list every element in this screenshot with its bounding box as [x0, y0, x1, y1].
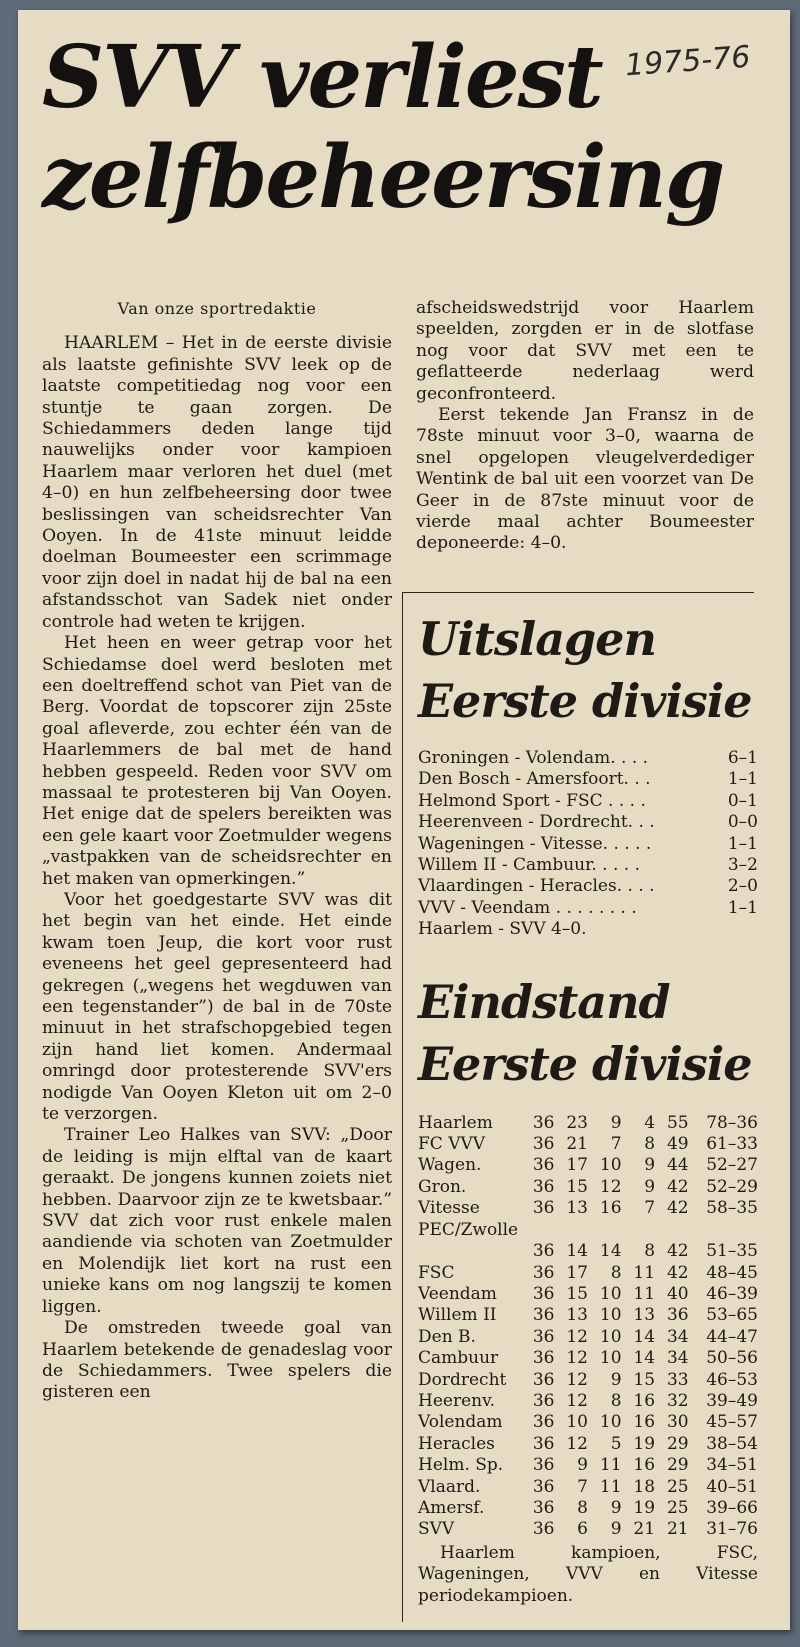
standings-cell-team: SVV	[418, 1519, 455, 1540]
standings-cell-d: 11	[599, 1476, 622, 1497]
list-item	[418, 898, 758, 919]
standings-cell-w: 12	[566, 1390, 588, 1411]
standings-cell-l: 21	[633, 1519, 656, 1540]
list-item	[418, 834, 758, 855]
standings-cell-goals: 52–29	[706, 1176, 758, 1197]
standings-cell-d: 10	[599, 1348, 622, 1369]
standings-cell-w: 13	[566, 1305, 588, 1326]
standings-cell-goals: 58–35	[706, 1198, 758, 1219]
standings-cell-pts: 32	[666, 1390, 689, 1411]
standings-cell-goals: 38–54	[706, 1433, 758, 1454]
standings-cell-team: PEC/Zwolle	[418, 1219, 519, 1240]
list-item	[418, 855, 758, 876]
standings-cell-d: 8	[610, 1262, 622, 1283]
list-item	[418, 748, 758, 769]
table-row	[418, 1113, 758, 1134]
standings-cell-pts: 42	[666, 1176, 689, 1197]
standings-cell-d: 10	[599, 1283, 622, 1304]
article-paragraph: Het heen en weer getrap voor het Schiedamse doel werd besloten met een doeltreffend schot van Piet van de Berg. Voordat de topscorer zijn 25ste goal afleverde, zou echter één van de Haarlemmers de bal met de hand hebben gespeeld. Reden voor SVV om massaal te protesteren bij Van Ooyen. Het enige dat de spelers bereikten was een gele kaart voor Zoetmulder wegens „vastpakken van de scheidsrechter en het maken van opmerkingen.”	[42, 633, 392, 889]
match-score: 1–1	[727, 769, 758, 790]
standings-cell-team: Gron.	[418, 1176, 467, 1197]
standings-cell-l: 14	[633, 1348, 656, 1369]
standings-cell-w: 14	[566, 1241, 588, 1262]
standings-cell-pts	[655, 1220, 689, 1241]
match-teams: Vlaardingen - Heracles. . . .	[418, 876, 655, 897]
article-paragraph: Voor het goedgestarte SVV was dit het begin van het einde. Het einde kwam toen Jeup, die kort voor rust eveneens het geel gepresenteerd had gekregen („wegens het wegduwen van een tegenstander”) de bal in de 70ste minuut in het strafschopgebied tegen zijn hand liet komen. Andermaal omringd door protesterende SVV'ers nodigde Van Ooyen Kleton uit om 2–0 te verzorgen.	[42, 889, 392, 1125]
standings-cell-goals: 39–66	[706, 1497, 758, 1518]
standings-cell-w: 8	[577, 1497, 588, 1518]
standings-cell-pts: 25	[666, 1476, 689, 1497]
column-divider	[402, 592, 403, 1622]
standings-cell-team: FC VVV	[418, 1134, 486, 1155]
standings-cell-team: Vitesse	[418, 1198, 480, 1219]
standings-cell-w: 15	[566, 1283, 588, 1304]
standings-cell-l: 16	[633, 1412, 656, 1433]
standings-cell-p: 36	[532, 1348, 555, 1369]
standings-cell-l: 16	[633, 1455, 656, 1476]
standings-cell-p: 36	[532, 1241, 555, 1262]
standings-cell-d: 11	[599, 1455, 622, 1476]
match-score: 2–0	[727, 876, 758, 897]
match-score: 3–2	[727, 855, 758, 876]
match-teams: Heerenveen - Dordrecht. . .	[418, 812, 655, 833]
standings-cell-team: FSC	[418, 1262, 455, 1283]
table-row	[418, 1263, 758, 1284]
standings-cell-team: Den B.	[418, 1326, 476, 1347]
standings-cell-p: 36	[532, 1305, 555, 1326]
standings-cell-pts: 30	[666, 1412, 689, 1433]
list-item	[418, 791, 758, 812]
standings-cell-team: Veendam	[418, 1283, 497, 1304]
standings-cell-p: 36	[532, 1369, 555, 1390]
standings-cell-pts: 49	[666, 1134, 689, 1155]
article-column-right	[416, 298, 754, 555]
table-row	[418, 1370, 758, 1391]
standings-cell-w: 23	[566, 1112, 588, 1133]
standings-cell-team: Heerenv.	[418, 1390, 496, 1411]
standings-cell-pts: 40	[666, 1283, 689, 1304]
table-row	[418, 1284, 758, 1305]
standings-cell-d: 9	[610, 1497, 622, 1518]
list-item	[418, 812, 758, 833]
standings-cell-d: 5	[610, 1433, 622, 1454]
match-teams: Helmond Sport - FSC . . . .	[418, 790, 646, 811]
standings-cell-goals: 78–36	[706, 1112, 758, 1133]
standings-cell-p: 36	[532, 1283, 555, 1304]
standings-cell-p: 36	[532, 1262, 555, 1283]
standings-cell-l: 11	[633, 1262, 656, 1283]
standings-cell-pts: 33	[666, 1369, 689, 1390]
article-paragraph: Trainer Leo Halkes van SVV: „Door de leiding is mijn elftal van de kaart geraakt. De jongens kunnen zoiets niet hebben. Daarvoor zijn ze te kwetsbaar.” SVV dat zich voor rust enkele malen aandiende via schoten van Zoetmulder en Molendijk liet kort na rust een unieke kans om nog langszij te komen liggen.	[42, 1125, 392, 1317]
article-column-left	[42, 298, 392, 1404]
standings-cell-l: 13	[633, 1305, 656, 1326]
standings-cell-d: 12	[599, 1176, 622, 1197]
standings-cell-l: 9	[644, 1176, 656, 1197]
standings-cell-goals: 50–56	[706, 1348, 758, 1369]
article-paragraph: Eerst tekende Jan Fransz in de 78ste minuut voor 3–0, waarna de snel opgelopen vleugelverdediger Wentink de bal uit een voorzet van De Geer in de 87ste minuut voor de vierde maal achter Boumeester deponeerde: 4–0.	[416, 405, 754, 554]
standings-cell-goals: 46–53	[706, 1369, 758, 1390]
standings-cell-p: 36	[532, 1412, 555, 1433]
results-heading: Uitslagen	[418, 612, 656, 666]
table-row	[418, 1155, 758, 1176]
standings-cell-p: 36	[532, 1476, 555, 1497]
standings-cell-goals: 39–49	[706, 1390, 758, 1411]
results-box	[418, 608, 758, 1607]
table-row	[418, 1348, 758, 1369]
standings-cell-team: Heracles	[418, 1433, 495, 1454]
byline: Van onze sportredaktie	[117, 299, 317, 318]
standings-cell-p: 36	[532, 1326, 555, 1347]
standings-cell-pts: 21	[666, 1519, 689, 1540]
standings-cell-w: 17	[566, 1262, 588, 1283]
standings-cell-p: 36	[532, 1519, 555, 1540]
table-row	[418, 1498, 758, 1519]
standings-cell-pts: 42	[666, 1241, 689, 1262]
standings-cell-goals: 46–39	[706, 1283, 758, 1304]
table-row	[418, 1241, 758, 1262]
standings-cell-team: Volendam	[418, 1412, 503, 1433]
standings-cell-goals: 53–65	[706, 1305, 758, 1326]
standings-cell-team: Amersf.	[418, 1497, 485, 1518]
table-row	[418, 1519, 758, 1540]
standings-cell-l: 18	[633, 1476, 656, 1497]
standings-cell-p: 36	[532, 1112, 555, 1133]
table-row	[418, 1305, 758, 1326]
match-teams: Willem II - Cambuur. . . . .	[418, 855, 640, 876]
standings-cell-pts: 34	[666, 1326, 689, 1347]
list-item	[418, 769, 758, 790]
article-paragraph: De omstreden tweede goal van Haarlem betekende de genadeslag voor de Schiedammers. Twee spelers die gisteren een	[42, 1318, 392, 1403]
standings-cell-d: 8	[610, 1390, 622, 1411]
standings-cell-l: 4	[644, 1112, 656, 1133]
standings-cell-p: 36	[532, 1198, 555, 1219]
standings-cell-l: 7	[644, 1198, 656, 1219]
standings-cell-pts: 29	[666, 1455, 689, 1476]
standings-cell-w: 15	[566, 1176, 588, 1197]
standings-cell-l: 9	[644, 1155, 656, 1176]
table-row	[418, 1412, 758, 1433]
standings-cell-l: 8	[644, 1134, 656, 1155]
match-results-list	[418, 748, 758, 941]
standings-cell-l: 19	[633, 1497, 656, 1518]
standings-cell-d: 10	[599, 1305, 622, 1326]
standings-cell-w: 9	[577, 1455, 588, 1476]
article-paragraph: HAARLEM – Het in de eerste divisie als laatste gefinishte SVV leek op de laatste competitiedag nog voor een stuntje te gaan zorgen. De Schiedammers deden lange tijd nauwelijks onder voor kampioen Haarlem maar verloren het duel (met 4–0) en hun zelfbeheersing door twee beslissingen van scheidsrechter Van Ooyen. In de 41ste minuut leidde doelman Boumeester een scrimmage voor zijn doel in nadat hij de bal na een afstandsschot van Sadek niet onder controle had weten te krijgen.	[42, 333, 392, 632]
standings-cell-team: Helm. Sp.	[418, 1455, 504, 1476]
match-score: 6–1	[727, 748, 758, 768]
newspaper-clipping	[18, 10, 790, 1630]
standings-cell-pts: 25	[666, 1497, 689, 1518]
table-row	[418, 1327, 758, 1348]
standings-cell-goals: 44–47	[706, 1326, 758, 1347]
standings-cell-w: 6	[577, 1519, 588, 1540]
table-row	[418, 1177, 758, 1198]
match-teams: Haarlem - SVV 4–0.	[418, 919, 587, 940]
headline-line-1: SVV verliest	[42, 27, 602, 128]
standings-cell-p: 36	[532, 1433, 555, 1454]
standings-cell-w: 12	[566, 1326, 588, 1347]
match-score: 1–1	[727, 897, 758, 918]
standings-body	[418, 1113, 758, 1541]
table-row	[418, 1134, 758, 1155]
table-row	[418, 1198, 758, 1219]
match-score: 0–0	[727, 812, 758, 833]
standings-cell-d: 14	[599, 1241, 622, 1262]
standings-cell-team: Vlaard.	[418, 1476, 481, 1497]
standings-cell-d: 10	[599, 1326, 622, 1347]
standings-cell-w: 21	[566, 1134, 588, 1155]
standings-cell-l: 19	[633, 1433, 656, 1454]
standings-cell-l: 8	[644, 1241, 656, 1262]
standings-cell-w: 17	[566, 1155, 588, 1176]
standings-cell-w: 12	[566, 1369, 588, 1390]
standings-cell-l: 16	[633, 1390, 656, 1411]
standings-cell-team: Wagen.	[418, 1155, 482, 1176]
table-row	[418, 1477, 758, 1498]
standings-cell-team: Haarlem	[418, 1112, 493, 1133]
table-row	[418, 1391, 758, 1412]
standings-subheading: Eerste divisie	[418, 1036, 752, 1091]
standings-cell-team: Willem II	[418, 1305, 497, 1326]
standings-cell-l: 15	[633, 1369, 656, 1390]
box-top-rule	[402, 592, 754, 593]
standings-cell-l: 11	[633, 1283, 656, 1304]
standings-cell-goals: 31–76	[706, 1519, 758, 1540]
standings-cell-pts: 42	[666, 1198, 689, 1219]
list-item	[418, 876, 758, 897]
standings-cell-goals: 40–51	[706, 1476, 758, 1497]
standings-cell-l: 14	[633, 1326, 656, 1347]
table-row	[418, 1455, 758, 1476]
standings-cell-d: 10	[599, 1155, 622, 1176]
standings-cell-d: 7	[610, 1134, 622, 1155]
match-teams: Den Bosch - Amersfoort. . .	[418, 769, 651, 790]
standings-cell-pts: 29	[666, 1433, 689, 1454]
standings-cell-p: 36	[532, 1455, 555, 1476]
match-teams: Wageningen - Vitesse. . . . .	[418, 833, 652, 854]
standings-cell-d: 9	[610, 1112, 622, 1133]
standings-cell-w: 13	[566, 1198, 588, 1219]
standings-table	[418, 1113, 758, 1541]
standings-cell-team: Dordrecht	[418, 1369, 507, 1390]
list-item	[418, 919, 758, 940]
results-subheading: Eerste divisie	[418, 674, 752, 728]
standings-cell-pts: 36	[666, 1305, 689, 1326]
standings-cell-pts: 55	[666, 1112, 689, 1133]
headline-line-2: zelfbeheersing	[42, 127, 724, 228]
standings-cell-goals: 48–45	[706, 1262, 758, 1283]
standings-cell-w	[554, 1220, 588, 1241]
standings-cell-w: 7	[577, 1476, 588, 1497]
table-row	[418, 1434, 758, 1455]
standings-cell-team	[418, 1241, 521, 1262]
standings-cell-w: 12	[566, 1348, 588, 1369]
standings-cell-d: 16	[599, 1198, 622, 1219]
standings-cell-w: 12	[566, 1433, 588, 1454]
standings-cell-d: 10	[599, 1412, 622, 1433]
standings-cell-goals	[689, 1220, 758, 1241]
match-score: 0–1	[727, 790, 758, 811]
standings-cell-p	[521, 1220, 555, 1241]
standings-cell-p: 36	[532, 1176, 555, 1197]
handwritten-date-note: 1975-76	[623, 39, 752, 84]
standings-cell-goals: 34–51	[706, 1455, 758, 1476]
standings-footnote: Haarlem kampioen, FSC, Wageningen, VVV en Vitesse periodekampioen.	[418, 1542, 758, 1606]
standings-cell-d: 9	[610, 1519, 622, 1540]
table-row	[418, 1220, 758, 1241]
standings-cell-goals: 61–33	[706, 1134, 758, 1155]
match-score: 1–1	[727, 833, 758, 854]
standings-heading: Eindstand	[418, 974, 670, 1029]
standings-cell-team: Cambuur	[418, 1348, 499, 1369]
standings-cell-d	[588, 1220, 622, 1241]
standings-cell-p: 36	[532, 1155, 555, 1176]
article-paragraph: afscheidswedstrijd voor Haarlem speelden, zorgden er in de slotfase nog voor dat SVV met een te geflatteerde nederlaag werd geconfronteerd.	[416, 298, 754, 404]
standings-cell-p: 36	[532, 1134, 555, 1155]
standings-cell-goals: 51–35	[706, 1241, 758, 1262]
standings-cell-w: 10	[566, 1412, 588, 1433]
standings-cell-p: 36	[532, 1390, 555, 1411]
standings-cell-l	[622, 1220, 656, 1241]
standings-cell-pts: 34	[666, 1348, 689, 1369]
match-teams: VVV - Veendam . . . . . . . .	[418, 897, 637, 918]
standings-cell-pts: 44	[666, 1155, 689, 1176]
standings-cell-d: 9	[610, 1369, 622, 1390]
match-teams: Groningen - Volendam. . . .	[418, 748, 649, 768]
standings-cell-pts: 42	[666, 1262, 689, 1283]
standings-cell-p: 36	[532, 1497, 555, 1518]
standings-cell-goals: 45–57	[706, 1412, 758, 1433]
standings-cell-goals: 52–27	[706, 1155, 758, 1176]
